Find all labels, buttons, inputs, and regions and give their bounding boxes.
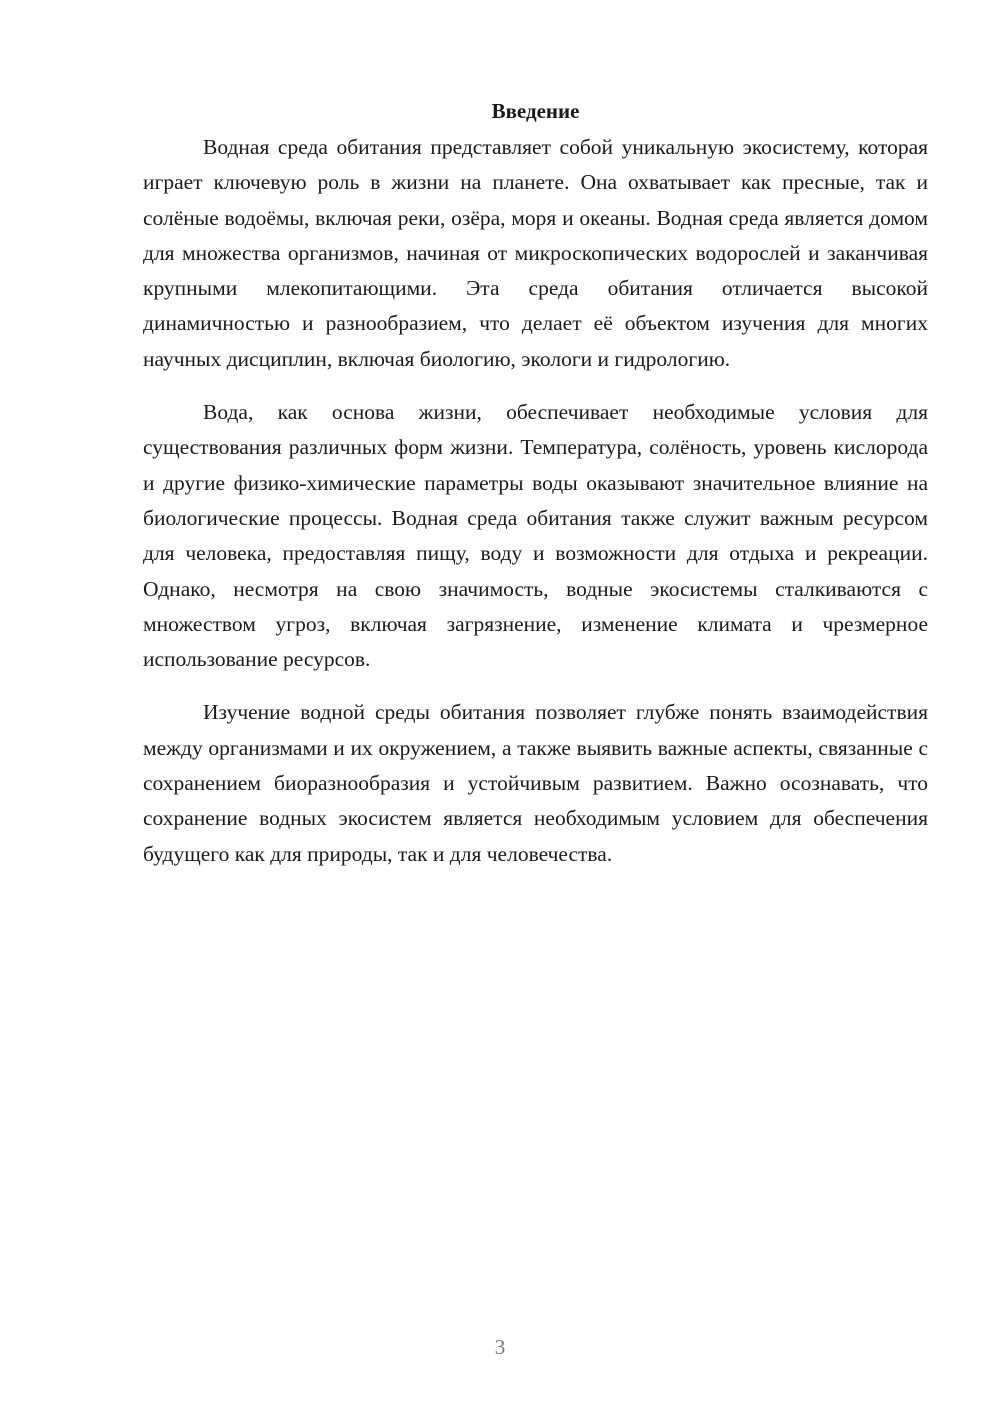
section-heading: Введение: [491, 99, 580, 123]
page-number: 3: [494, 1335, 506, 1359]
paragraph-3: Изучение водной среды обитания позволяет глубже понять взаимодействия между организмами и их окружением, а также выявить важные аспекты, связанные с сохранением биоразнообразия и устойчивым развитием. Важно осознавать, что сохранение водных экосистем является необходимым условием для обеспечения будущего как для природы, так и для человечества.: [143, 700, 928, 866]
paragraph-1: Водная среда обитания представляет собой уникальную экосистему, которая играет ключевую роль в жизни на планете. Она охватывает как пресные, так и солёные водоёмы, включая реки, озёра, моря и океаны. Водная среда является домом для множества организмов, начиная от микроскопических водорослей и заканчивая крупными млекопитающими. Эта среда обитания отличается высокой динамичностью и разнообразием, что делает её объектом изучения для многих научных дисциплин, включая биологию, экологи и гидрологию.: [143, 135, 928, 371]
paragraph-2: Вода, как основа жизни, обеспечивает необходимые условия для существования различных форм жизни. Температура, солёность, уровень кислорода и другие физико-химические параметры воды оказывают значительное влияние на биологические процессы. Водная среда обитания также служит важным ресурсом для человека, предоставляя пищу, воду и возможности для отдыха и рекреации. Однако, несмотря на свою значимость, водные экосистемы сталкиваются с множеством угроз, включая загрязнение, изменение климата и чрезмерное использование ресурсов.: [143, 400, 928, 672]
page-content: [143, 96, 928, 890]
